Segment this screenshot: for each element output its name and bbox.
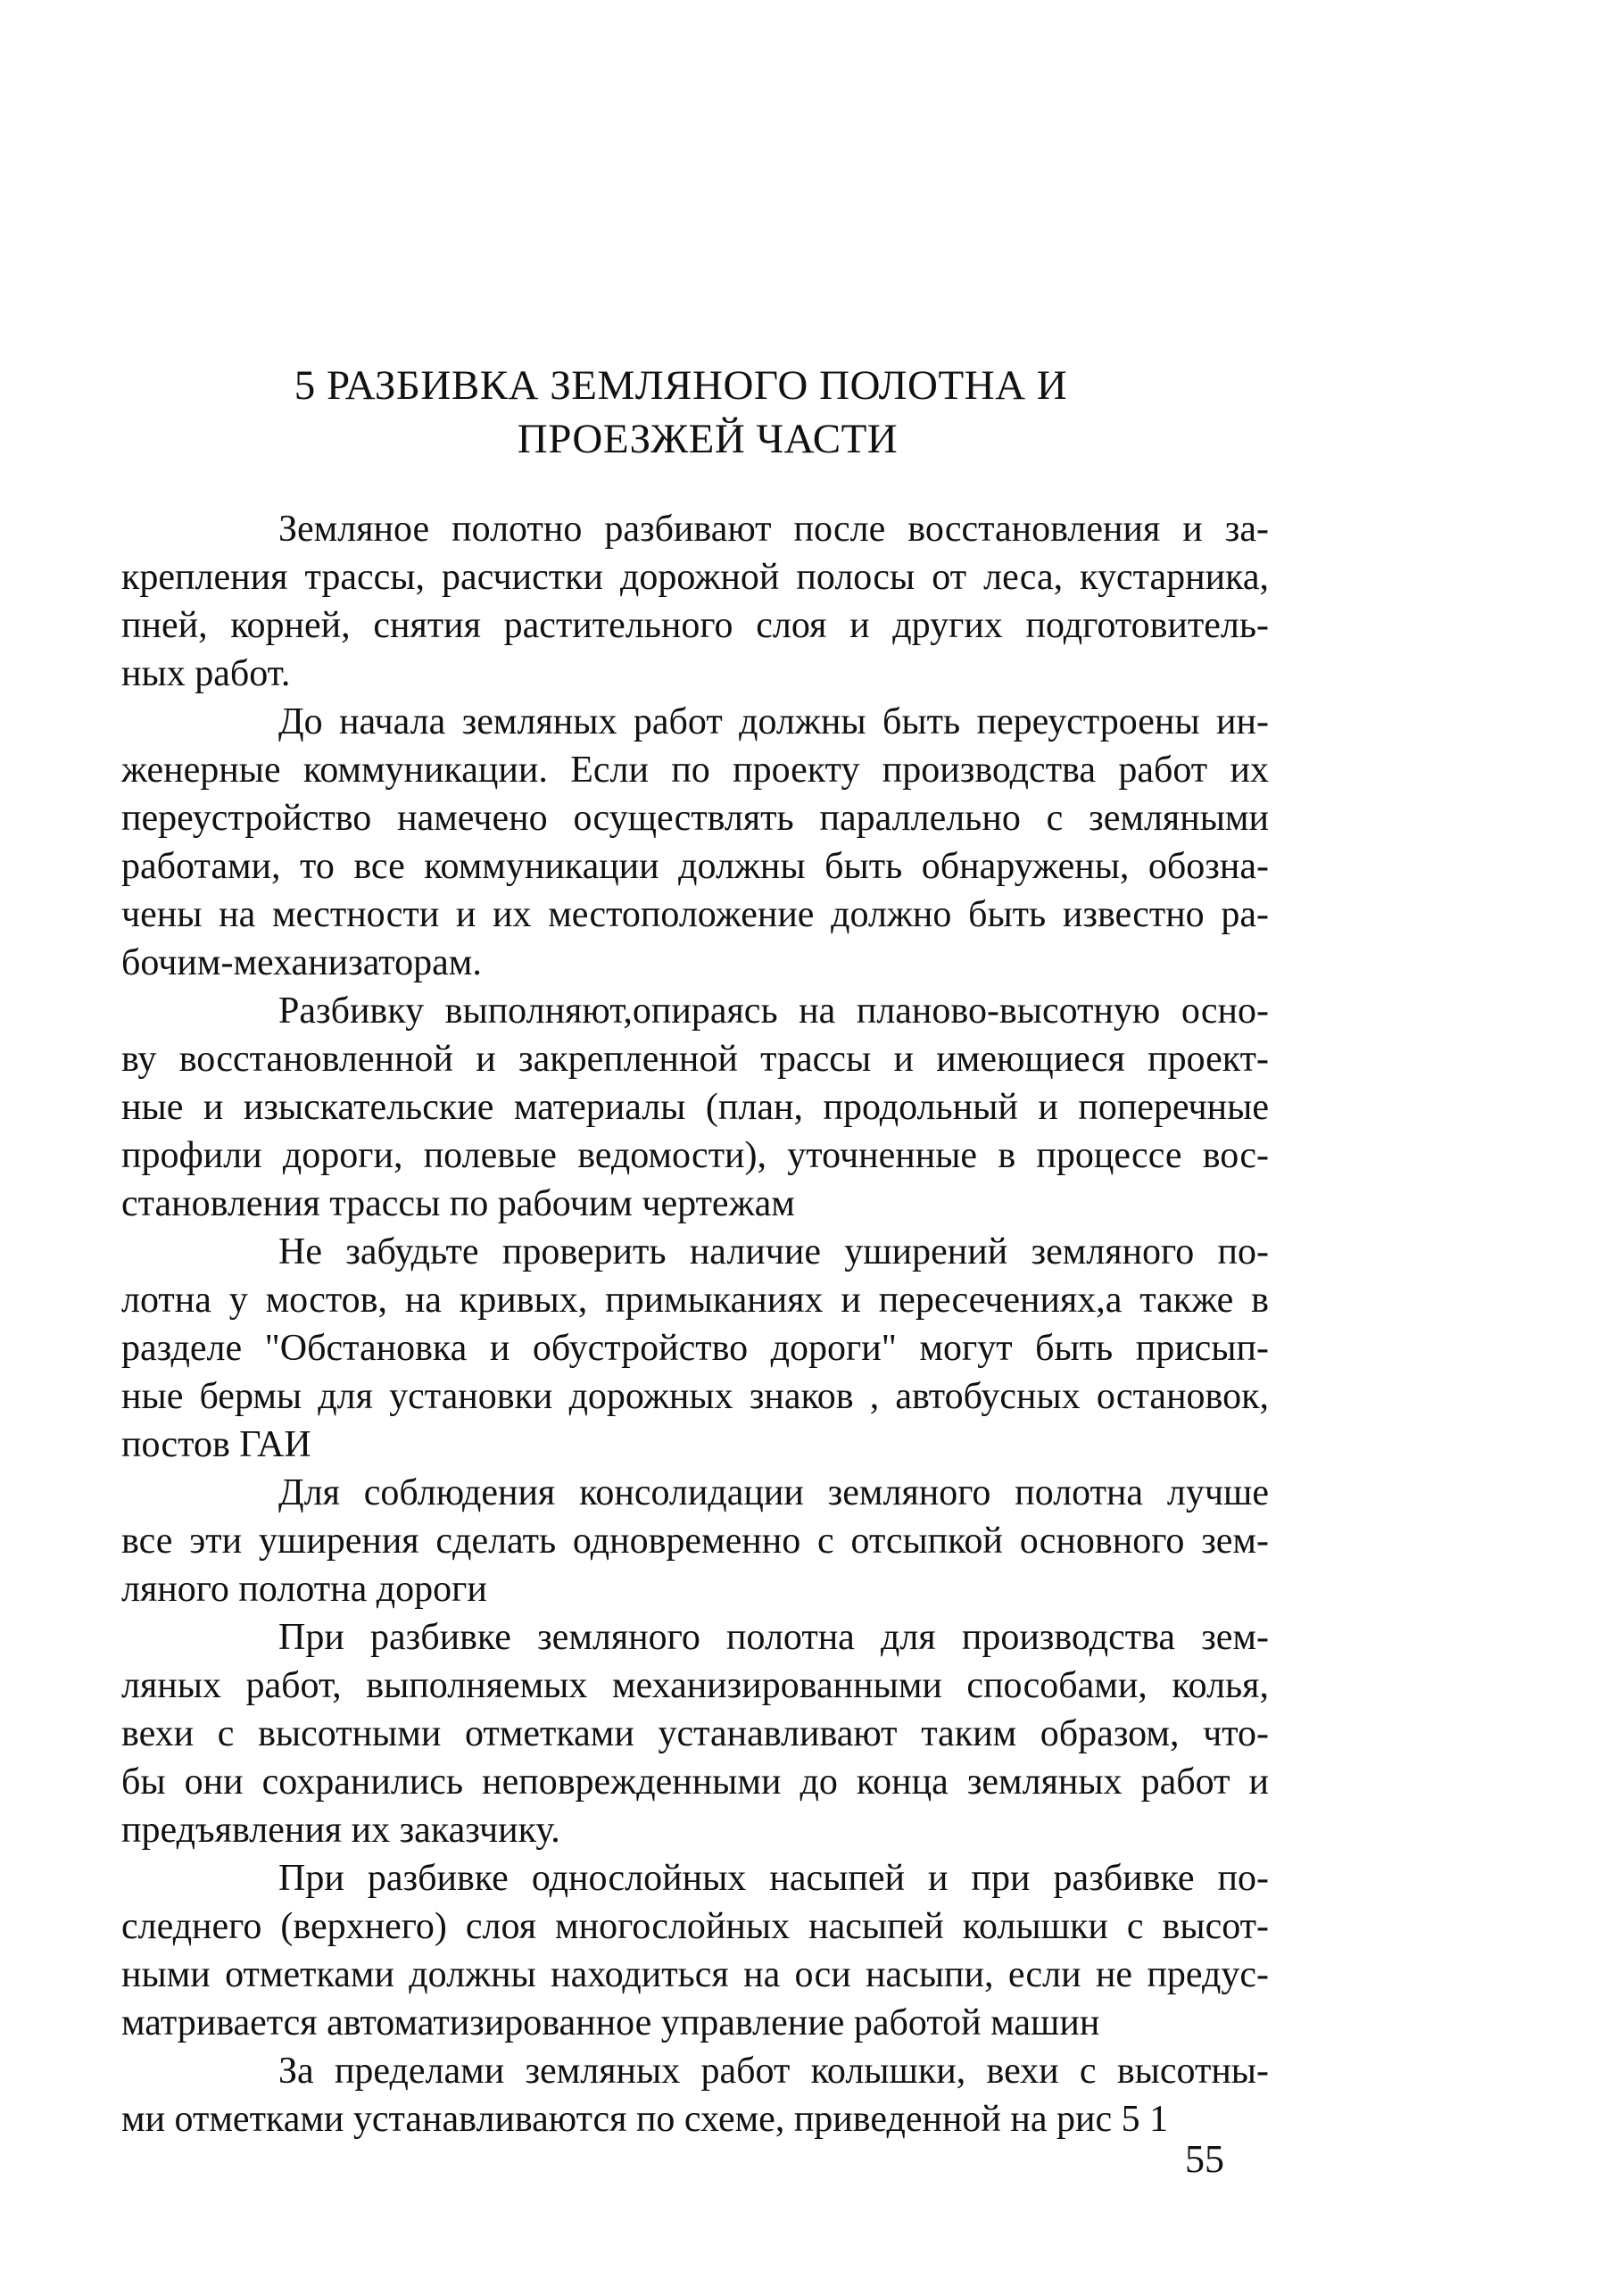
text-line: ми отметками устанавливаются по схеме, приведенной на рис 5 1 bbox=[121, 2099, 1169, 2140]
text-line: ными отметками должны находиться на оси насыпи, если не предус- bbox=[121, 1954, 1269, 1995]
text-line: предъявления их заказчику. bbox=[121, 1810, 560, 1851]
text-line: женерные коммуникации. Если по проекту производства работ их bbox=[121, 750, 1269, 791]
text-line: ные и изыскательские материалы (план, продольный и поперечные bbox=[121, 1087, 1269, 1128]
text-line: ляных работ, выполняемых механизированными способами, колья, bbox=[121, 1665, 1269, 1706]
text-line: До начала земляных работ должны быть переустроены ин- bbox=[278, 701, 1269, 742]
text-line: За пределами земляных работ колышки, вехи с высотны- bbox=[278, 2051, 1269, 2092]
text-line: бочим-механизаторам. bbox=[121, 942, 482, 983]
section-heading bbox=[125, 359, 1267, 466]
heading-line-1: 5 РАЗБИВКА ЗЕМЛЯНОГО ПОЛОТНА И bbox=[294, 362, 1068, 409]
heading-line-2: ПРОЕЗЖЕЙ ЧАСТИ bbox=[517, 416, 899, 462]
text-line: бы они сохранились неповрежденными до конца земляных работ и bbox=[121, 1761, 1269, 1803]
text-line: ные бермы для установки дорожных знаков , автобусных остановок, bbox=[121, 1376, 1269, 1417]
text-line: работами, то все коммуникации должны быть обнаружены, обозна- bbox=[121, 846, 1269, 887]
text-line: Земляное полотно разбивают после восстановления и за- bbox=[278, 509, 1269, 550]
text-line: вехи с высотными отметками устанавливают таким образом, что- bbox=[121, 1713, 1269, 1754]
text-line: лотна у мостов, на кривых, примыканиях и пересечениях,а также в bbox=[121, 1280, 1269, 1321]
text-line: профили дороги, полевые ведомости), уточненные в процессе вос- bbox=[121, 1135, 1269, 1176]
page-number: 55 bbox=[1185, 2137, 1224, 2181]
text-line: При разбивке однослойных насыпей и при разбивке по- bbox=[278, 1858, 1269, 1899]
body-text bbox=[121, 505, 1269, 2143]
text-line: разделе "Обстановка и обустройство дороги" могут быть присып- bbox=[121, 1328, 1269, 1369]
text-line: ных работ. bbox=[121, 653, 291, 694]
text-line: При разбивке земляного полотна для производства зем- bbox=[278, 1617, 1269, 1658]
text-line: Для соблюдения консолидации земляного полотна лучше bbox=[278, 1472, 1269, 1513]
text-line: постов ГАИ bbox=[121, 1424, 311, 1465]
text-line: следнего (верхнего) слоя многослойных насыпей колышки с высот- bbox=[121, 1906, 1269, 1947]
text-line: Разбивку выполняют,опираясь на планово-высотную осно- bbox=[278, 991, 1269, 1032]
text-line: ляного полотна дороги bbox=[121, 1569, 487, 1610]
text-line: чены на местности и их местоположение должно быть известно ра- bbox=[121, 894, 1269, 935]
text-line: становления трассы по рабочим чертежам bbox=[121, 1183, 795, 1224]
text-line: пней, корней, снятия растительного слоя и других подготовитель- bbox=[121, 605, 1269, 646]
text-line: ву восстановленной и закрепленной трассы и имеющиеся проект- bbox=[121, 1039, 1269, 1080]
text-line: все эти уширения сделать одновременно с отсыпкой основного зем- bbox=[121, 1521, 1269, 1562]
text-line: крепления трассы, расчистки дорожной полосы от леса, кустарника, bbox=[121, 557, 1269, 598]
text-line: Не забудьте проверить наличие уширений земляного по- bbox=[278, 1231, 1269, 1272]
text-line: переустройство намечено осуществлять параллельно с земляными bbox=[121, 798, 1269, 839]
text-line: матривается автоматизированное управление работой машин bbox=[121, 2002, 1100, 2043]
